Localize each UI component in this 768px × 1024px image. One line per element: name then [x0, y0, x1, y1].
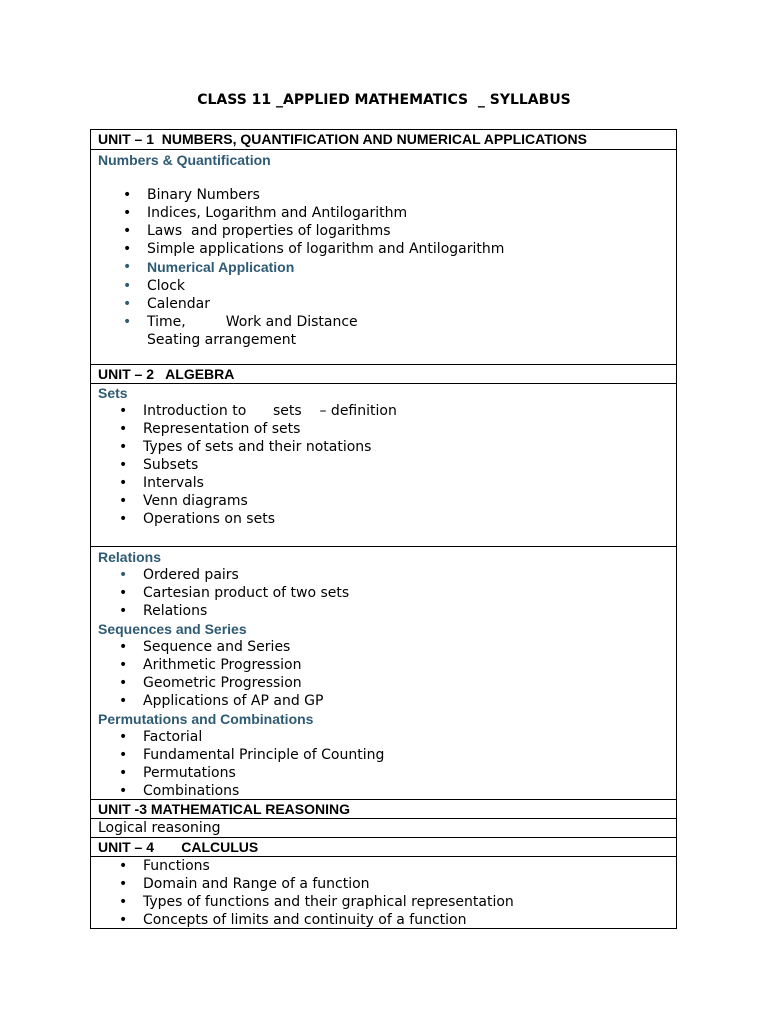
- list-item: • Types of sets and their notations: [119, 439, 372, 455]
- unit-2-heading: UNIT – 2 ALGEBRA: [91, 364, 676, 383]
- calculus-list: [98, 857, 672, 929]
- bullet-icon: •: [123, 205, 132, 221]
- list-item: • Ordered pairs: [119, 567, 239, 583]
- section-sequences-series: Sequences and Series: [98, 621, 247, 637]
- syllabus-table: [90, 129, 677, 929]
- bullet-icon: •: [119, 511, 128, 527]
- bullet-icon: •: [119, 493, 128, 509]
- list-item: • Functions: [119, 858, 210, 874]
- unit-3-content: Logical reasoning: [91, 818, 676, 837]
- list-item: • Applications of AP and GP: [119, 693, 324, 709]
- section-numbers-quantification: Numbers & Quantification: [98, 152, 271, 168]
- list-item: • Concepts of limits and continuity of a function: [119, 912, 467, 928]
- unit-1-heading: UNIT – 1 NUMBERS, QUANTIFICATION AND NUMERICAL APPLICATIONS: [98, 131, 587, 147]
- unit-2-more-content: [91, 546, 676, 799]
- list-item: • Introduction to sets – definition: [119, 403, 397, 419]
- list-item: • Binary Numbers: [123, 187, 260, 203]
- unit-1-list: [98, 186, 672, 331]
- list-item: • Clock: [123, 278, 186, 294]
- unit-1-content: [91, 149, 676, 364]
- sets-list: [98, 402, 672, 528]
- document-title: CLASS 11 _APPLIED MATHEMATICS _ SYLLABUS: [197, 92, 571, 108]
- bullet-icon: •: [119, 765, 128, 781]
- list-item: • Representation of sets: [119, 421, 301, 437]
- list-item: • Combinations: [119, 783, 240, 799]
- section-relations: Relations: [98, 549, 162, 565]
- bullet-icon: •: [119, 603, 128, 619]
- bullet-icon: •: [119, 912, 128, 928]
- seating-arrangement-line: Seating arrangement: [147, 332, 297, 348]
- unit-3-heading: UNIT -3 MATHEMATICAL REASONING: [91, 799, 676, 818]
- sequences-list: [98, 638, 672, 710]
- unit-2-sets-content: [91, 383, 676, 546]
- bullet-icon: •: [119, 457, 128, 473]
- list-item: • Geometric Progression: [119, 675, 302, 691]
- bullet-icon: •: [123, 296, 132, 312]
- relations-list: [98, 566, 672, 620]
- list-item: • Operations on sets: [119, 511, 275, 527]
- bullet-icon: •: [119, 894, 128, 910]
- section-sets: Sets: [98, 385, 128, 401]
- list-item: • Simple applications of logarithm and Antilogarithm: [123, 241, 505, 257]
- bullet-icon: •: [119, 403, 128, 419]
- list-item: • Relations: [119, 603, 208, 619]
- bullet-icon: •: [119, 876, 128, 892]
- bullet-icon: •: [119, 439, 128, 455]
- bullet-icon: •: [123, 259, 132, 275]
- permutations-list: [98, 728, 672, 800]
- bullet-icon: •: [119, 475, 128, 491]
- bullet-icon: •: [123, 187, 132, 203]
- bullet-icon: •: [119, 639, 128, 655]
- list-item: • Sequence and Series: [119, 639, 291, 655]
- list-item: • Factorial: [119, 729, 203, 745]
- bullet-icon: •: [123, 314, 132, 330]
- list-item: • Domain and Range of a function: [119, 876, 370, 892]
- bullet-icon: •: [119, 675, 128, 691]
- bullet-icon: •: [119, 747, 128, 763]
- unit-4-content: [91, 856, 676, 928]
- list-item: • Calendar: [123, 296, 210, 312]
- bullet-icon: •: [119, 693, 128, 709]
- unit-4-heading: UNIT – 4 CALCULUS: [91, 837, 676, 856]
- bullet-icon: •: [119, 858, 128, 874]
- list-item: • Indices, Logarithm and Antilogarithm: [123, 205, 408, 221]
- list-item: • Types of functions and their graphical representation: [119, 894, 514, 910]
- list-item: • Time, Work and Distance: [123, 314, 358, 330]
- list-item: • Cartesian product of two sets: [119, 585, 350, 601]
- list-item: • Permutations: [119, 765, 236, 781]
- list-item: • Intervals: [119, 475, 204, 491]
- bullet-icon: •: [119, 729, 128, 745]
- list-item: • Laws and properties of logarithms: [123, 223, 391, 239]
- bullet-icon: •: [123, 241, 132, 257]
- bullet-icon: •: [119, 567, 128, 583]
- list-item: • Arithmetic Progression: [119, 657, 302, 673]
- bullet-icon: •: [123, 278, 132, 294]
- bullet-icon: •: [123, 223, 132, 239]
- list-item: • Subsets: [119, 457, 199, 473]
- list-item: • Venn diagrams: [119, 493, 248, 509]
- list-item-numerical-application: • Numerical Application: [123, 259, 295, 275]
- bullet-icon: •: [119, 783, 128, 799]
- bullet-icon: •: [119, 585, 128, 601]
- section-permutations-combinations: Permutations and Combinations: [98, 711, 314, 727]
- bullet-icon: •: [119, 657, 128, 673]
- list-item: • Fundamental Principle of Counting: [119, 747, 385, 763]
- bullet-icon: •: [119, 421, 128, 437]
